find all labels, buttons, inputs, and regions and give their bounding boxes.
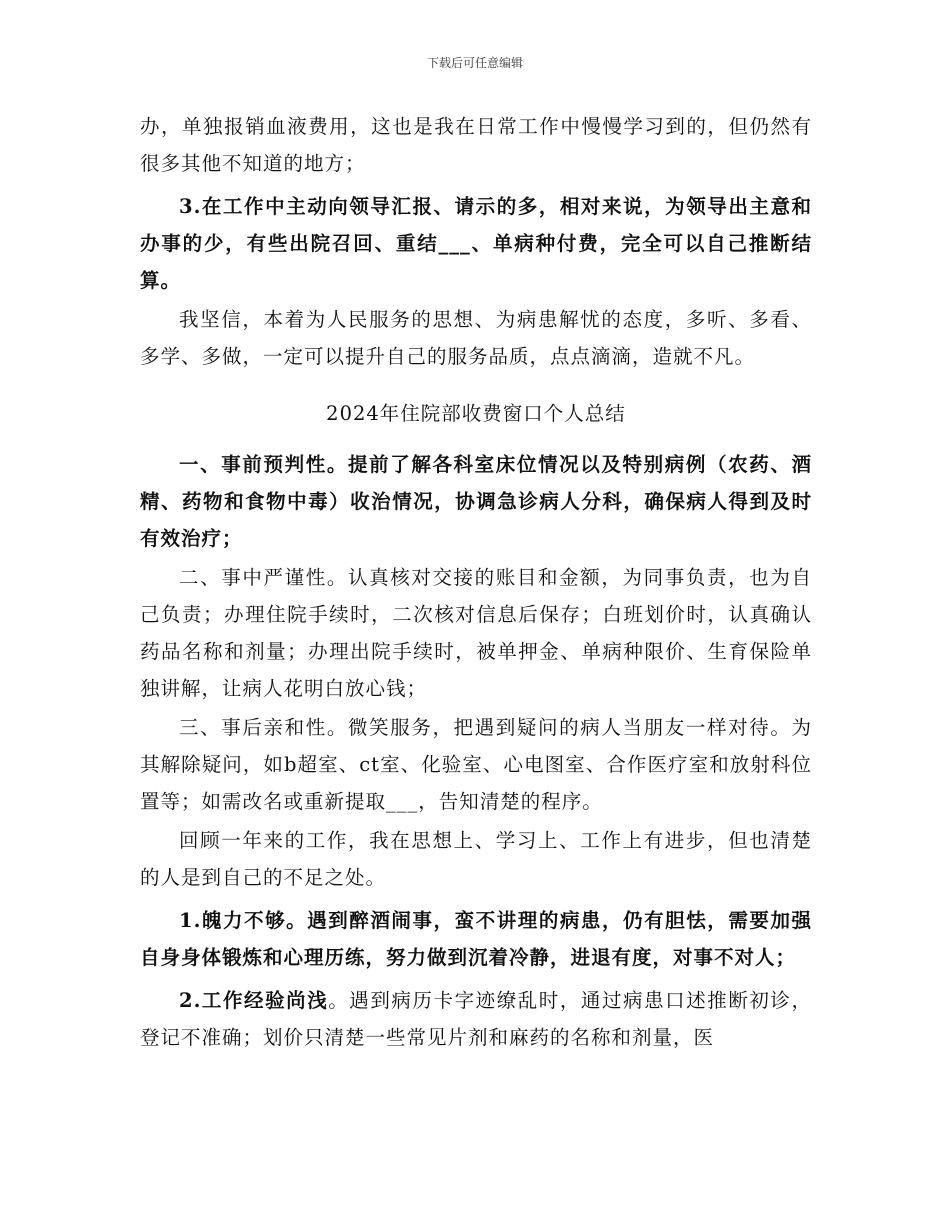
section-title: 2024年住院部收费窗口个人总结: [326, 402, 626, 425]
paragraph-section-1: 一、事前预判性。提前了解各科室床位情况以及特别病例（农药、酒精、药物和食物中毒）收治情况，协调急诊病人分科，确保病人得到及时有效治疗；: [140, 453, 812, 550]
paragraph-weakness-2-lead: 2.工作经验尚浅: [179, 989, 329, 1012]
paragraph-weakness-2: [140, 982, 812, 1056]
paragraph-conviction: 我坚信，本着为人民服务的思想、为病患解忧的态度，多听、多看、多学、多做，一定可以提升自己的服务品质，点点滴滴，造就不凡。: [140, 308, 812, 368]
page-header: 下载后可任意编辑: [426, 56, 523, 70]
paragraph-continuation: 办，单独报销血液费用，这也是我在日常工作中慢慢学习到的，但仍然有很多其他不知道的地方；: [140, 115, 812, 175]
paragraph-weakness-1: 1.魄力不够。遇到醉酒闹事，蛮不讲理的病患，仍有胆怯，需要加强自身身体锻炼和心理历练，努力做到沉着冷静，进退有度，对事不对人；: [140, 909, 812, 969]
paragraph-section-3: 三、事后亲和性。微笑服务，把遇到疑问的病人当朋友一样对待。为其解除疑问，如b超室、ct室、化验室、心电图室、合作医疗室和放射科位置等；如需改名或重新提取___，告知清楚的程序。: [140, 716, 812, 813]
paragraph-section-2: 二、事中严谨性。认真核对交接的账目和金额，为同事负责，也为自己负责；办理住院手续时，二次核对信息后保存；白班划价时，认真确认药品名称和剂量；办理出院手续时，被单押金、单病种限价、生育保险单独讲解，让病人花明白放心钱；: [140, 566, 812, 700]
document-body: [140, 108, 812, 1056]
paragraph-weakness-2-text: 。遇到病历卡字迹缭乱时，通过病患口述推断初诊，登记不准确；划价只清楚一些常见片剂和麻药的名称和剂量，医: [140, 989, 812, 1049]
paragraph-point-3: 3.在工作中主动向领导汇报、请示的多，相对来说，为领导出主意和办事的少，有些出院召回、重结___、单病种付费，完全可以自己推断结算。: [140, 195, 812, 292]
paragraph-review: 回顾一年来的工作，我在思想上、学习上、工作上有进步，但也清楚的人是到自己的不足之处。: [140, 829, 812, 889]
